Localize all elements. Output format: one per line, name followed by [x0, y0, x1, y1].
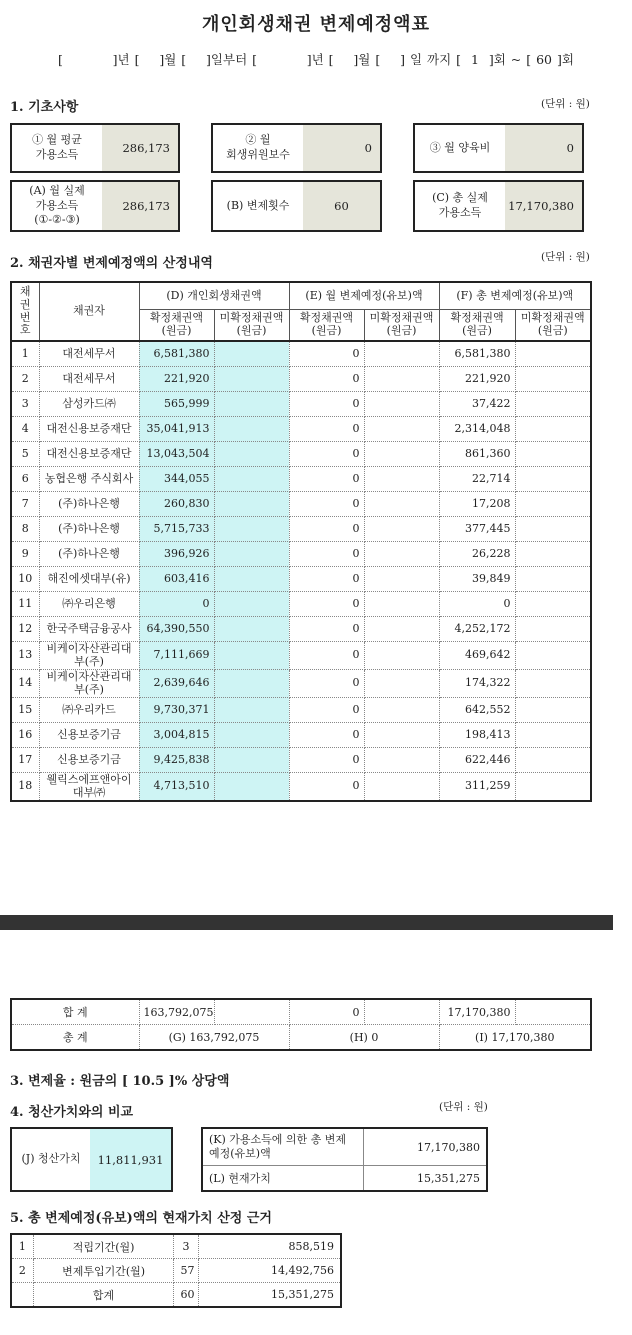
- total-payment: 221,920: [439, 367, 515, 392]
- table-row: [11, 542, 591, 567]
- table-row: [11, 642, 591, 670]
- total-payment: 622,446: [439, 748, 515, 773]
- page-break-bar: [0, 915, 613, 930]
- creditor-name: 대전세무서: [39, 341, 139, 367]
- monthly-unconfirmed: [364, 567, 439, 592]
- col-header-e: (E) 월 변제예정(유보)액: [289, 282, 439, 310]
- table-row: [11, 773, 591, 802]
- sum-d-unconfirmed: [214, 999, 289, 1025]
- row-value: 858,519: [198, 1234, 341, 1259]
- unconfirmed-claim: [214, 698, 289, 723]
- creditor-no: 9: [11, 542, 39, 567]
- table-row: [11, 1234, 341, 1259]
- creditor-no: 12: [11, 617, 39, 642]
- confirmed-claim: 260,830: [139, 492, 214, 517]
- total-h: (H) 0: [289, 1025, 439, 1051]
- total-payment: 39,849: [439, 567, 515, 592]
- row-label: 적립기간(월): [33, 1234, 174, 1259]
- confirmed-claim: 7,111,669: [139, 642, 214, 670]
- page-title: 개인회생채권 변제예정액표: [202, 14, 430, 35]
- liquidation-value-box: [10, 1127, 173, 1192]
- monthly-payment: 0: [289, 748, 364, 773]
- total-unconfirmed: [515, 592, 591, 617]
- sum-value: 15,351,275: [198, 1283, 341, 1308]
- creditor-no: 10: [11, 567, 39, 592]
- total-unconfirmed: [515, 467, 591, 492]
- monthly-payment: 0: [289, 723, 364, 748]
- creditor-name: 대전세무서: [39, 367, 139, 392]
- total-payment: 861,360: [439, 442, 515, 467]
- creditor-name: (주)하나은행: [39, 542, 139, 567]
- total-i: (I) 17,170,380: [439, 1025, 591, 1051]
- creditor-no: 1: [11, 341, 39, 367]
- unconfirmed-claim: [214, 467, 289, 492]
- creditor-no: 6: [11, 467, 39, 492]
- creditor-no: 13: [11, 642, 39, 670]
- monthly-payment: 0: [289, 392, 364, 417]
- confirmed-claim: 0: [139, 592, 214, 617]
- section2-unit: (단위 : 원): [541, 251, 590, 263]
- total-unconfirmed: [515, 442, 591, 467]
- row-no: 2: [11, 1259, 33, 1283]
- confirmed-claim: 35,041,913: [139, 417, 214, 442]
- section5-heading: 5. 총 변제예정(유보)액의 현재가치 산정 근거: [10, 1211, 272, 1226]
- comparison-table: [201, 1127, 488, 1192]
- table-row: [11, 1259, 341, 1283]
- creditor-no: 5: [11, 442, 39, 467]
- creditor-name: 해진에셋대부(유): [39, 567, 139, 592]
- unconfirmed-claim: [214, 592, 289, 617]
- unconfirmed-claim: [214, 748, 289, 773]
- total-payment: 377,445: [439, 517, 515, 542]
- total-unconfirmed: [515, 723, 591, 748]
- confirmed-claim: 396,926: [139, 542, 214, 567]
- row-no: [11, 1283, 33, 1308]
- unconfirmed-claim: [214, 670, 289, 698]
- box-label: (C) 총 실제 가용소득: [432, 191, 488, 219]
- total-unconfirmed: [515, 642, 591, 670]
- creditor-no: 8: [11, 517, 39, 542]
- total-payment: 4,252,172: [439, 617, 515, 642]
- total-unconfirmed: [515, 617, 591, 642]
- creditor-name: ㈜우리카드: [39, 698, 139, 723]
- confirmed-claim: 4,713,510: [139, 773, 214, 802]
- col-header-d: (D) 개인회생채권액: [139, 282, 289, 310]
- total-payment: 2,314,048: [439, 417, 515, 442]
- creditor-name: 웰릭스에프앤아이대부㈜: [39, 773, 139, 802]
- subheader-unconfirmed: 미확정채권액 (원금): [515, 310, 591, 342]
- monthly-payment: 0: [289, 341, 364, 367]
- monthly-unconfirmed: [364, 467, 439, 492]
- monthly-payment: 0: [289, 492, 364, 517]
- trustee-fee-box: [211, 123, 382, 173]
- total-unconfirmed: [515, 670, 591, 698]
- col-header-creditor: 채권자: [39, 282, 139, 341]
- section4-unit: (단위 : 원): [439, 1101, 488, 1113]
- table-row: [11, 517, 591, 542]
- monthly-payment: 0: [289, 417, 364, 442]
- unconfirmed-claim: [214, 492, 289, 517]
- total-payment: 469,642: [439, 642, 515, 670]
- total-unconfirmed: [515, 492, 591, 517]
- creditor-name: 신용보증기금: [39, 723, 139, 748]
- total-unconfirmed: [515, 773, 591, 802]
- total-payment: 17,208: [439, 492, 515, 517]
- total-payment: 37,422: [439, 392, 515, 417]
- creditor-name: 비케이자산관리대부(주): [39, 642, 139, 670]
- sum-row: [11, 1283, 341, 1308]
- total-payment: 26,228: [439, 542, 515, 567]
- monthly-payment: 0: [289, 698, 364, 723]
- confirmed-claim: 3,004,815: [139, 723, 214, 748]
- liquidation-value: 11,811,931: [90, 1129, 171, 1190]
- monthly-unconfirmed: [364, 442, 439, 467]
- table-row: [11, 467, 591, 492]
- creditor-no: 7: [11, 492, 39, 517]
- creditor-name: 한국주택금융공사: [39, 617, 139, 642]
- monthly-unconfirmed: [364, 341, 439, 367]
- monthly-payment: 0: [289, 670, 364, 698]
- unconfirmed-claim: [214, 442, 289, 467]
- creditor-no: 15: [11, 698, 39, 723]
- l-label: (L) 현재가치: [202, 1166, 363, 1192]
- sum-months: 60: [174, 1283, 198, 1308]
- k-value: 17,170,380: [363, 1128, 487, 1166]
- table-row: [11, 698, 591, 723]
- confirmed-claim: 9,730,371: [139, 698, 214, 723]
- unconfirmed-claim: [214, 642, 289, 670]
- creditor-no: 3: [11, 392, 39, 417]
- monthly-payment: 0: [289, 592, 364, 617]
- monthly-unconfirmed: [364, 367, 439, 392]
- confirmed-claim: 344,055: [139, 467, 214, 492]
- total-label: 총 계: [11, 1025, 139, 1051]
- monthly-unconfirmed: [364, 392, 439, 417]
- box-value: 0: [303, 125, 380, 171]
- monthly-payment: 0: [289, 642, 364, 670]
- row-label: 변제투입기간(월): [33, 1259, 174, 1283]
- monthly-unconfirmed: [364, 617, 439, 642]
- sum-f-unconfirmed: [515, 999, 591, 1025]
- creditor-no: 17: [11, 748, 39, 773]
- box-value: 286,173: [102, 125, 178, 171]
- monthly-unconfirmed: [364, 723, 439, 748]
- box-label: ① 월 평균 가용소득: [32, 133, 82, 161]
- total-unconfirmed: [515, 517, 591, 542]
- l-value: 15,351,275: [363, 1166, 487, 1192]
- creditor-no: 11: [11, 592, 39, 617]
- table-row: [11, 367, 591, 392]
- creditor-name: ㈜우리은행: [39, 592, 139, 617]
- confirmed-claim: 6,581,380: [139, 341, 214, 367]
- unconfirmed-claim: [214, 367, 289, 392]
- total-unconfirmed: [515, 567, 591, 592]
- confirmed-claim: 2,639,646: [139, 670, 214, 698]
- creditor-name: 신용보증기금: [39, 748, 139, 773]
- monthly-payment: 0: [289, 567, 364, 592]
- sum-d: 163,792,075: [139, 999, 214, 1025]
- repayment-count-box: [211, 180, 382, 232]
- subheader-unconfirmed: 미확정채권액 (원금): [364, 310, 439, 342]
- creditor-no: 18: [11, 773, 39, 802]
- box-label: (B) 변제횟수: [226, 198, 290, 212]
- confirmed-claim: 221,920: [139, 367, 214, 392]
- table-row: [11, 492, 591, 517]
- box-value: 0: [505, 125, 582, 171]
- sum-e: 0: [289, 999, 364, 1025]
- unconfirmed-claim: [214, 392, 289, 417]
- monthly-unconfirmed: [364, 748, 439, 773]
- subheader-confirmed: 확정채권액 (원금): [439, 310, 515, 342]
- sum-e-unconfirmed: [364, 999, 439, 1025]
- col-header-no: 채권 번호: [11, 282, 39, 341]
- sum-label: 합계: [33, 1283, 174, 1308]
- table-row: [11, 417, 591, 442]
- creditor-name: 대전신용보증재단: [39, 417, 139, 442]
- box-value: 286,173: [102, 182, 178, 230]
- monthly-payment: 0: [289, 617, 364, 642]
- confirmed-claim: 13,043,504: [139, 442, 214, 467]
- unconfirmed-claim: [214, 723, 289, 748]
- total-unconfirmed: [515, 367, 591, 392]
- total-unconfirmed: [515, 748, 591, 773]
- row-months: 57: [174, 1259, 198, 1283]
- unconfirmed-claim: [214, 417, 289, 442]
- confirmed-claim: 9,425,838: [139, 748, 214, 773]
- creditor-name: (주)하나은행: [39, 492, 139, 517]
- unconfirmed-claim: [214, 617, 289, 642]
- subheader-confirmed: 확정채권액 (원금): [289, 310, 364, 342]
- section1-unit: (단위 : 원): [541, 98, 590, 110]
- liquidation-label: (J) 청산가치: [21, 1152, 81, 1166]
- monthly-unconfirmed: [364, 417, 439, 442]
- total-payment: 174,322: [439, 670, 515, 698]
- total-unconfirmed: [515, 417, 591, 442]
- confirmed-claim: 64,390,550: [139, 617, 214, 642]
- total-payment: 198,413: [439, 723, 515, 748]
- section3-heading: 3. 변제율 : 원금의 [ 10.5 ]% 상당액: [10, 1074, 230, 1089]
- monthly-unconfirmed: [364, 492, 439, 517]
- creditor-no: 4: [11, 417, 39, 442]
- actual-income-box: [10, 180, 180, 232]
- totals-table: [10, 998, 592, 1051]
- monthly-unconfirmed: [364, 542, 439, 567]
- monthly-payment: 0: [289, 367, 364, 392]
- creditor-no: 16: [11, 723, 39, 748]
- section2-heading: 2. 채권자별 변제예정액의 산정내역: [10, 256, 213, 271]
- unconfirmed-claim: [214, 567, 289, 592]
- total-unconfirmed: [515, 392, 591, 417]
- row-no: 1: [11, 1234, 33, 1259]
- table-row: [11, 341, 591, 367]
- k-label: (K) 가용소득에 의한 총 변제 예정(유보)액: [202, 1128, 363, 1166]
- unconfirmed-claim: [214, 773, 289, 802]
- monthly-avg-income-box: [10, 123, 180, 173]
- creditor-name: (주)하나은행: [39, 517, 139, 542]
- total-unconfirmed: [515, 341, 591, 367]
- payment-period: [ ]년 [ ]월 [ ]일부터 [ ]년 [ ]월 [ ] 일 까지 [ 1 ]회 ~ [ 60 ]회: [58, 52, 574, 67]
- confirmed-claim: 565,999: [139, 392, 214, 417]
- unconfirmed-claim: [214, 542, 289, 567]
- creditor-name: 삼성카드㈜: [39, 392, 139, 417]
- total-payment: 6,581,380: [439, 341, 515, 367]
- monthly-payment: 0: [289, 542, 364, 567]
- unconfirmed-claim: [214, 341, 289, 367]
- table-row: [11, 670, 591, 698]
- child-support-box: [413, 123, 584, 173]
- table-row: [11, 442, 591, 467]
- subheader-unconfirmed: 미확정채권액 (원금): [214, 310, 289, 342]
- creditor-no: 14: [11, 670, 39, 698]
- table-row: [11, 592, 591, 617]
- creditor-name: 비케이자산관리대부(주): [39, 670, 139, 698]
- total-income-box: [413, 180, 584, 232]
- total-payment: 642,552: [439, 698, 515, 723]
- box-value: 17,170,380: [505, 182, 582, 230]
- monthly-unconfirmed: [364, 698, 439, 723]
- monthly-unconfirmed: [364, 642, 439, 670]
- section1-heading: 1. 기초사항: [10, 100, 79, 115]
- row-value: 14,492,756: [198, 1259, 341, 1283]
- row-months: 3: [174, 1234, 198, 1259]
- monthly-unconfirmed: [364, 592, 439, 617]
- unconfirmed-claim: [214, 517, 289, 542]
- monthly-payment: 0: [289, 442, 364, 467]
- creditor-table: [10, 281, 592, 802]
- monthly-payment: 0: [289, 517, 364, 542]
- col-header-f: (F) 총 변제예정(유보)액: [439, 282, 591, 310]
- box-value: 60: [303, 182, 380, 230]
- section4-heading: 4. 청산가치와의 비교: [10, 1105, 134, 1120]
- monthly-unconfirmed: [364, 670, 439, 698]
- subheader-confirmed: 확정채권액 (원금): [139, 310, 214, 342]
- monthly-payment: 0: [289, 773, 364, 802]
- total-payment: 0: [439, 592, 515, 617]
- creditor-name: 농협은행 주식회사: [39, 467, 139, 492]
- creditor-no: 2: [11, 367, 39, 392]
- total-unconfirmed: [515, 698, 591, 723]
- box-label: ③ 월 양육비: [429, 140, 491, 154]
- total-row: [11, 1025, 591, 1051]
- sum-f: 17,170,380: [439, 999, 515, 1025]
- total-payment: 311,259: [439, 773, 515, 802]
- box-label: ② 월 회생위원보수: [226, 133, 290, 161]
- confirmed-claim: 603,416: [139, 567, 214, 592]
- confirmed-claim: 5,715,733: [139, 517, 214, 542]
- total-g: (G) 163,792,075: [139, 1025, 289, 1051]
- present-value-table: [10, 1233, 342, 1308]
- creditor-name: 대전신용보증재단: [39, 442, 139, 467]
- table-row: [11, 748, 591, 773]
- monthly-unconfirmed: [364, 773, 439, 802]
- sum-label: 합 계: [11, 999, 139, 1025]
- monthly-unconfirmed: [364, 517, 439, 542]
- monthly-payment: 0: [289, 467, 364, 492]
- table-row: [11, 392, 591, 417]
- sum-row: [11, 999, 591, 1025]
- table-row: [11, 723, 591, 748]
- total-unconfirmed: [515, 542, 591, 567]
- table-row: [11, 567, 591, 592]
- total-payment: 22,714: [439, 467, 515, 492]
- table-row: [11, 617, 591, 642]
- box-label: (A) 월 실제 가용소득 (①-②-③): [29, 183, 85, 227]
